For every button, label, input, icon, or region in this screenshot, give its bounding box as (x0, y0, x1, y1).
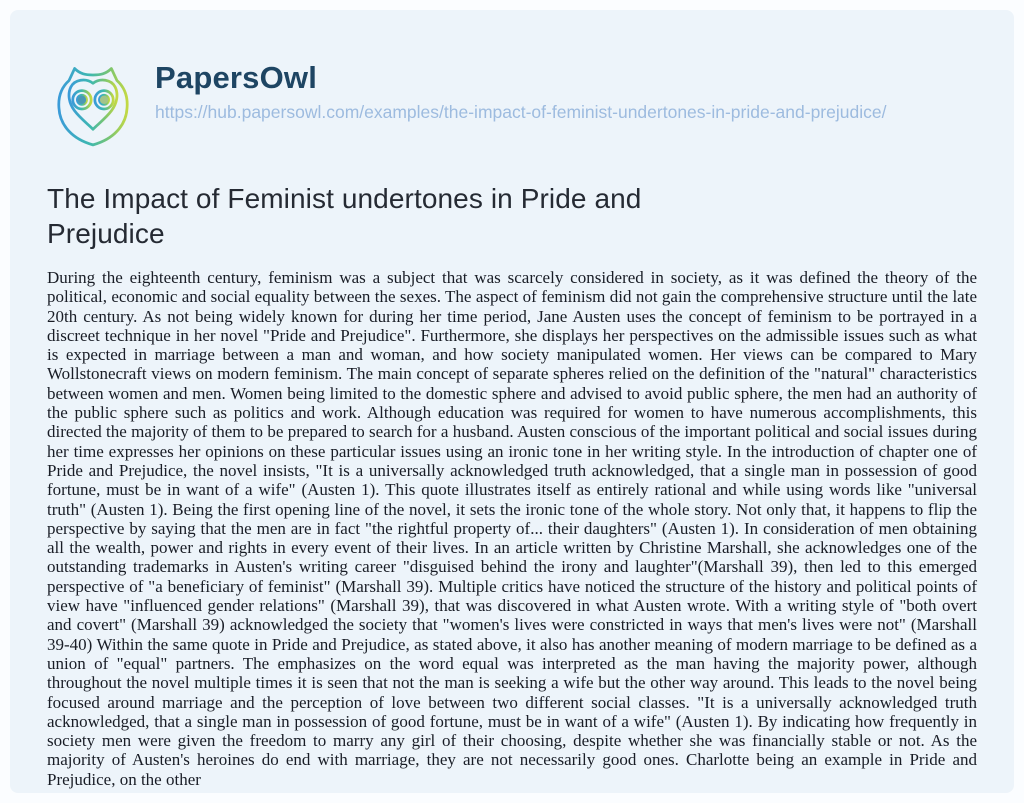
essay-title: The Impact of Feminist undertones in Pride and Prejudice (47, 183, 642, 249)
source-url-link[interactable]: https://hub.papersowl.com/examples/the-impact-of-feminist-undertones-in-pride-and-prejudice/ (155, 102, 887, 122)
brand-block (155, 56, 886, 124)
papersowl-logo (47, 58, 139, 160)
site-header (47, 56, 977, 160)
essay-body-text: During the eighteenth century, feminism was a subject that was scarcely considered in society, as it was defined the theory of the political, economic and social equality between the sexes. The aspect of feminism did not gain the comprehensive structure until the late 20th century. As not being widely known for during her time period, Jane Austen uses the concept of feminism to be portrayed in a discreet technique in her novel "Pride and Prejudice". Furthermore, she displays her perspectives on the admissible issues such as what is expected in marriage between a man and woman, and how society manipulated women. Her views can be compared to Mary Wollstonecraft views on modern feminism. The main concept of separate spheres relied on the definition of the "natural" characteristics between women and men. Women being limited to the domestic sphere and advised to avoid public sphere, the men had an authority of the public sphere such as politics and work. Although education was required for women to have numerous accomplishments, this directed the majority of them to be prepared to search for a husband. Austen conscious of the important political and social issues during her time expresses her opinions on these particular issues using an ironic tone in her writing style. In the introduction of chapter one of Pride and Prejudice, the novel insists, "It is a universally acknowledged truth acknowledged, that a single man in possession of good fortune, must be in want of a wife" (Austen 1). This quote illustrates itself as entirely rational and while using words like "universal truth" (Austen 1). Being the first opening line of the novel, it sets the ironic tone of the whole story. Not only that, it happens to flip the perspective by saying that the men are in fact "the rightful property of... their daughters" (Austen 1). In consideration of men obtaining all the wealth, power and rights in every event of their lives. In an article written by Christine Marshall, she acknowledges one of the outstanding trademarks in Austen's writing career "disguised behind the irony and laughter"(Marshall 39), then led to this emerged perspective of "a beneficiary of feminist" (Marshall 39). Multiple critics have noticed the structure of the history and political points of view have "influenced gender relations" (Marshall 39), that was discovered in what Austen wrote. With a writing style of "both overt and covert" (Marshall 39) acknowledged the society that "women's lives were constricted in ways that men's lives were not" (Marshall 39-40) Within the same quote in Pride and Prejudice, as stated above, it also has another meaning of modern marriage to be defined as a union of "equal" partners. The emphasizes on the word equal was interpreted as the man having the majority power, although throughout the novel multiple times it is seen that not the man is seeking a wife but the other way around. This leads to the novel being focused around marriage and the perception of love between two different social classes. "It is a universally acknowledged truth acknowledged, that a single man in possession of good fortune, must be in want of a wife" (Austen 1). By indicating how frequently in society men were given the freedom to marry any girl of their choosing, despite whether she was financially stable or not. As the majority of Austen's heroines do end with marriage, they are not necessarily good ones. Charlotte being an example in Pride and Prejudice, on the other (47, 268, 977, 789)
page (10, 10, 1014, 793)
owl-outline-icon (47, 58, 139, 160)
brand-name: PapersOwl (155, 60, 318, 95)
